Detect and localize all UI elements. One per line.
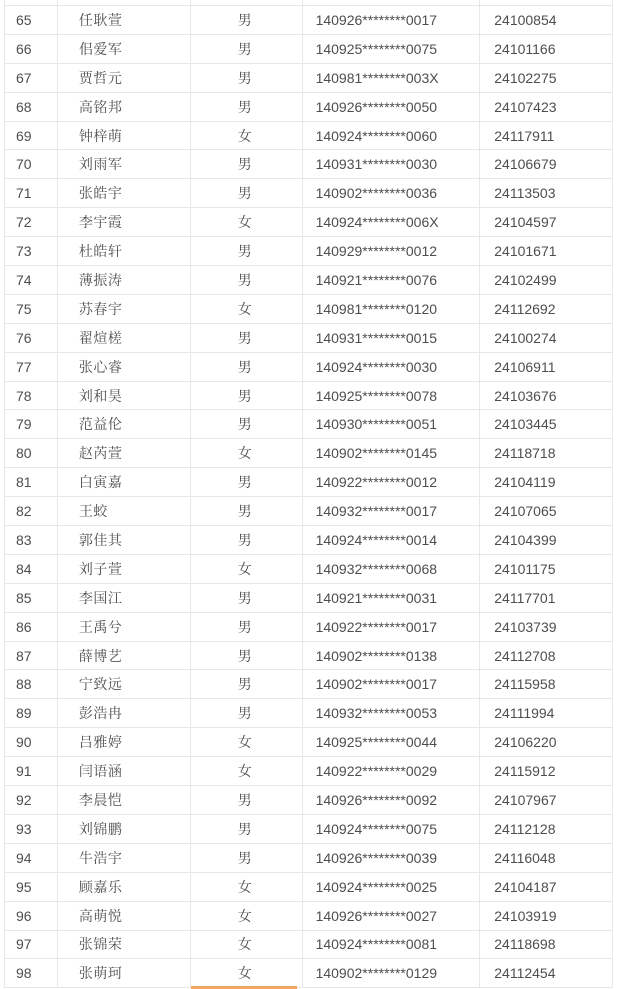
name-cell: 高萌悦: [58, 902, 191, 930]
exam-number-cell: 24104119: [494, 474, 556, 491]
exam-number-cell: 24106679: [494, 156, 557, 173]
table-row: [5, 295, 612, 324]
name-cell: 翟煊槎: [58, 324, 191, 352]
exam-number-cell: 24104597: [494, 214, 557, 231]
id-number-cell: 140924********006X: [303, 208, 481, 236]
row-number-cell: 77: [5, 353, 58, 381]
name-cell: 刘雨军: [58, 150, 191, 178]
id-number-cell: 140922********0012: [303, 468, 481, 496]
table-row: [5, 844, 612, 873]
id-number-cell: 140924********0014: [303, 526, 481, 554]
name-cell: 刘锦鹏: [58, 815, 191, 843]
id-number-cell: 140922********0029: [303, 757, 481, 785]
name-cell: 张心睿: [58, 353, 191, 381]
name-cell: 刘子萱: [58, 555, 191, 583]
gender-cell: 男: [191, 786, 303, 814]
row-number-cell: 97: [5, 931, 58, 959]
row-number-cell: 78: [5, 382, 58, 410]
id-number-cell: 140924********0081: [303, 931, 481, 959]
name-cell: 杜皓轩: [58, 237, 191, 265]
name-cell: 李国江: [58, 584, 191, 612]
exam-number-cell: 24107065: [494, 503, 557, 520]
exam-number-cell: 24101166: [494, 40, 556, 57]
exam-number-cell: 24118718: [494, 445, 556, 462]
row-number-cell: 95: [5, 873, 58, 901]
name-cell: 薛博艺: [58, 642, 191, 670]
exam-number-cell: 24100274: [494, 329, 557, 346]
id-number-cell: 140902********0145: [303, 439, 481, 467]
row-number-cell: 86: [5, 613, 58, 641]
id-number-cell: 140924********0030: [303, 353, 481, 381]
id-number-cell: 140926********0092: [303, 786, 481, 814]
gender-cell: 女: [191, 122, 303, 150]
row-number-cell: 85: [5, 584, 58, 612]
table-row: [5, 324, 612, 353]
gender-cell: 男: [191, 266, 303, 294]
name-cell: 李晨恺: [58, 786, 191, 814]
row-number-cell: 96: [5, 902, 58, 930]
id-number-cell: 140932********0053: [303, 699, 481, 727]
row-number-cell: 94: [5, 844, 58, 872]
exam-number-cell: 24112128: [494, 820, 556, 837]
table-row: [5, 208, 612, 237]
exam-number-cell: 24107967: [494, 791, 557, 808]
table-row: [5, 6, 612, 35]
row-number-cell: 92: [5, 786, 58, 814]
row-number-cell: 80: [5, 439, 58, 467]
name-cell: 宁致远: [58, 670, 191, 698]
exam-number-cell: 24112692: [494, 300, 556, 317]
table-row: [5, 150, 612, 179]
gender-cell: 男: [191, 497, 303, 525]
table-row: [5, 555, 612, 584]
gender-cell: [191, 0, 303, 5]
table-row: [5, 584, 612, 613]
table-row: [5, 959, 612, 988]
name-cell: 彭浩冉: [58, 699, 191, 727]
id-number-cell: 140929********0012: [303, 237, 481, 265]
row-number-cell: 72: [5, 208, 58, 236]
row-number-cell: 70: [5, 150, 58, 178]
gender-cell: 男: [191, 670, 303, 698]
id-number-cell: 140925********0075: [303, 35, 481, 63]
name-cell: 顾嘉乐: [58, 873, 191, 901]
row-number-cell: 74: [5, 266, 58, 294]
exam-number-cell: 24104399: [494, 531, 557, 548]
exam-number-cell: 24103445: [494, 416, 557, 433]
table-row: [5, 93, 612, 122]
name-cell: [58, 0, 191, 5]
table-row: [5, 902, 612, 931]
table-row: [5, 873, 612, 902]
name-cell: 任耿萱: [58, 6, 191, 34]
row-number-cell: 83: [5, 526, 58, 554]
id-number-cell: 140921********0031: [303, 584, 481, 612]
table-row: [5, 122, 612, 151]
exam-number-cell: 24107423: [494, 98, 557, 115]
gender-cell: 男: [191, 584, 303, 612]
gender-cell: 女: [191, 757, 303, 785]
id-number-cell: 140932********0068: [303, 555, 481, 583]
table-row: [5, 382, 612, 411]
name-cell: 王禹兮: [58, 613, 191, 641]
row-number-cell: 67: [5, 64, 58, 92]
name-cell: 郭佳其: [58, 526, 191, 554]
row-number-cell: 93: [5, 815, 58, 843]
gender-cell: 男: [191, 410, 303, 438]
id-number-cell: 140930********0051: [303, 410, 481, 438]
row-number-cell: [5, 0, 58, 5]
gender-cell: 男: [191, 815, 303, 843]
name-cell: 白寅嘉: [58, 468, 191, 496]
gender-cell: 女: [191, 555, 303, 583]
id-number-cell: 140921********0076: [303, 266, 481, 294]
row-number-cell: 73: [5, 237, 58, 265]
id-number-cell: 140924********0025: [303, 873, 481, 901]
table-row: [5, 699, 612, 728]
exam-number-cell: 24102275: [494, 69, 557, 86]
table-row: [5, 497, 612, 526]
gender-cell: 男: [191, 353, 303, 381]
table-row: [5, 728, 612, 757]
gender-cell: 女: [191, 959, 303, 987]
gender-cell: 男: [191, 844, 303, 872]
id-number-cell: 140925********0078: [303, 382, 481, 410]
row-number-cell: 98: [5, 959, 58, 987]
gender-cell: 男: [191, 324, 303, 352]
gender-cell: 男: [191, 179, 303, 207]
table-row: [5, 815, 612, 844]
id-number-cell: 140902********0129: [303, 959, 481, 987]
id-number-cell: 140922********0017: [303, 613, 481, 641]
id-number-cell: 140926********0027: [303, 902, 481, 930]
table-row: [5, 266, 612, 295]
name-cell: 张皓宇: [58, 179, 191, 207]
id-number-cell: 140981********0120: [303, 295, 481, 323]
name-cell: 贾哲元: [58, 64, 191, 92]
exam-number-cell: 24112454: [494, 965, 556, 982]
name-cell: 张锦荣: [58, 931, 191, 959]
gender-cell: 男: [191, 150, 303, 178]
id-number-cell: 140924********0075: [303, 815, 481, 843]
table-row: [5, 179, 612, 208]
table-row: [5, 642, 612, 671]
table-row: [5, 670, 612, 699]
id-number-cell: 140925********0044: [303, 728, 481, 756]
row-number-cell: 84: [5, 555, 58, 583]
id-number-cell: 140902********0017: [303, 670, 481, 698]
id-number-cell: 140926********0050: [303, 93, 481, 121]
exam-number-cell: 24100854: [494, 11, 557, 28]
table-row: [5, 526, 612, 555]
table-row: [5, 757, 612, 786]
gender-cell: 女: [191, 728, 303, 756]
name-cell: 闫语涵: [58, 757, 191, 785]
id-number-cell: 140981********003X: [303, 64, 481, 92]
table-row: [5, 64, 612, 93]
id-number-cell: 140926********0017: [303, 6, 481, 34]
table-row: [5, 410, 612, 439]
name-cell: 苏春宇: [58, 295, 191, 323]
row-number-cell: 65: [5, 6, 58, 34]
table-row: [5, 468, 612, 497]
name-cell: 李宇霞: [58, 208, 191, 236]
exam-number-cell: 24106911: [494, 358, 556, 375]
gender-cell: 男: [191, 613, 303, 641]
gender-cell: 男: [191, 642, 303, 670]
id-number-cell: 140932********0017: [303, 497, 481, 525]
gender-cell: 男: [191, 6, 303, 34]
gender-cell: 女: [191, 439, 303, 467]
table-row: [5, 786, 612, 815]
name-cell: 薄振涛: [58, 266, 191, 294]
gender-cell: 男: [191, 382, 303, 410]
row-number-cell: 88: [5, 670, 58, 698]
exam-number-cell: 24103739: [494, 618, 557, 635]
row-number-cell: 68: [5, 93, 58, 121]
exam-number-cell: 24101671: [494, 243, 557, 260]
exam-number-cell: 24111994: [494, 705, 555, 722]
name-cell: 钟梓萌: [58, 122, 191, 150]
id-number-cell: [303, 0, 481, 5]
gender-cell: 男: [191, 93, 303, 121]
table-row: [5, 353, 612, 382]
name-cell: 高铭邦: [58, 93, 191, 121]
row-number-cell: 81: [5, 468, 58, 496]
row-number-cell: 91: [5, 757, 58, 785]
row-number-cell: 66: [5, 35, 58, 63]
gender-cell: 女: [191, 295, 303, 323]
id-number-cell: 140931********0015: [303, 324, 481, 352]
row-number-cell: 69: [5, 122, 58, 150]
gender-cell: 男: [191, 64, 303, 92]
row-number-cell: 79: [5, 410, 58, 438]
name-cell: 佀爱军: [58, 35, 191, 63]
exam-number-cell: 24113503: [494, 185, 556, 202]
gender-cell: 男: [191, 699, 303, 727]
name-cell: 王蛟: [58, 497, 191, 525]
table-body: [5, 6, 612, 988]
exam-number-cell: 24112708: [494, 647, 556, 664]
row-number-cell: 76: [5, 324, 58, 352]
row-number-cell: 87: [5, 642, 58, 670]
exam-number-cell: 24101175: [494, 560, 556, 577]
id-number-cell: 140924********0060: [303, 122, 481, 150]
gender-cell: 女: [191, 873, 303, 901]
row-number-cell: 75: [5, 295, 58, 323]
exam-number-cell: 24103676: [494, 387, 557, 404]
table-row: [5, 439, 612, 468]
gender-cell: 女: [191, 902, 303, 930]
gender-cell: 男: [191, 526, 303, 554]
exam-number-cell: 24116048: [494, 849, 556, 866]
name-cell: 刘和昊: [58, 382, 191, 410]
exam-number-cell: 24117911: [494, 127, 555, 144]
exam-number-cell: 24118698: [494, 936, 556, 953]
name-cell: 赵芮萱: [58, 439, 191, 467]
exam-number-cell: 24115958: [494, 676, 556, 693]
id-number-cell: 140926********0039: [303, 844, 481, 872]
row-number-cell: 71: [5, 179, 58, 207]
name-cell: 吕雅婷: [58, 728, 191, 756]
gender-cell: 男: [191, 237, 303, 265]
table-row: [5, 35, 612, 64]
exam-number-cell: 24104187: [494, 878, 557, 895]
exam-number-cell: 24117701: [494, 589, 556, 606]
data-table: [4, 0, 613, 988]
id-number-cell: 140902********0138: [303, 642, 481, 670]
id-number-cell: 140902********0036: [303, 179, 481, 207]
exam-number-cell: 24115912: [494, 763, 556, 780]
gender-cell: 女: [191, 931, 303, 959]
row-number-cell: 89: [5, 699, 58, 727]
gender-cell: 男: [191, 468, 303, 496]
exam-number-cell: 24102499: [494, 271, 557, 288]
gender-cell: 男: [191, 35, 303, 63]
name-cell: 张萌珂: [58, 959, 191, 987]
exam-number-cell: 24106220: [494, 734, 557, 751]
table-row: [5, 237, 612, 266]
exam-number-cell: [480, 0, 612, 5]
name-cell: 范益伦: [58, 410, 191, 438]
id-number-cell: 140931********0030: [303, 150, 481, 178]
table-row: [5, 613, 612, 642]
row-number-cell: 90: [5, 728, 58, 756]
table-row: [5, 931, 612, 960]
exam-number-cell: 24103919: [494, 907, 557, 924]
name-cell: 牛浩宇: [58, 844, 191, 872]
gender-cell: 女: [191, 208, 303, 236]
row-number-cell: 82: [5, 497, 58, 525]
